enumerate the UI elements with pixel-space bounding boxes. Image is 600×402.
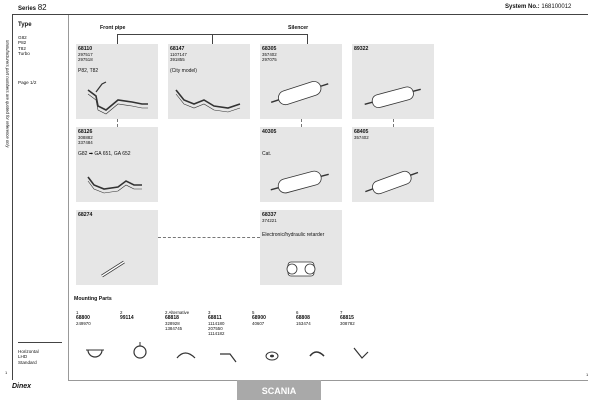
mount-number: 6 (296, 310, 299, 315)
connector (301, 119, 302, 127)
part-ref: 391855 (170, 57, 185, 62)
connector (393, 119, 394, 127)
mount-item-68800[interactable] (76, 310, 116, 380)
mount-item-68818[interactable] (165, 310, 205, 380)
part-ref: 357402 (354, 135, 369, 140)
clamp-icon (130, 342, 170, 362)
system-number-value: 168100012 (541, 4, 572, 10)
mount-number: 2 Alternative (165, 310, 190, 315)
clamp-icon (84, 342, 124, 362)
part-code: 40305 (262, 129, 277, 135)
part-box-68405[interactable] (352, 127, 434, 202)
pipe-drawing-icon (76, 44, 158, 119)
part-ref: 297075 (262, 57, 277, 62)
tailpipe-drawing-icon (76, 210, 158, 285)
column-divider (68, 15, 69, 380)
side-note-text: Manufacturers part numbers are quoted for reference only (5, 40, 10, 148)
part-ref: 308882 (78, 135, 93, 140)
page-left: 1 (5, 370, 8, 375)
dinex-logo: Dinex (12, 383, 32, 390)
mount-ref: 249970 (76, 321, 91, 326)
config-list (18, 349, 39, 365)
mounting-header: Mounting Parts (74, 296, 112, 302)
part-box-68305[interactable] (260, 44, 342, 119)
silencer-drawing-icon (352, 127, 434, 202)
config-item: Horizontal (18, 349, 39, 354)
system-number: System No.: 168100012 (505, 4, 572, 10)
part-note: G82 ➡ GA 651, GA 652 (78, 151, 131, 157)
left-border (12, 15, 13, 380)
part-ref: 357402 (262, 52, 277, 57)
part-code: 68274 (78, 212, 93, 218)
header-connector (307, 34, 308, 44)
mount-item-68900[interactable] (252, 310, 292, 380)
connector (117, 119, 118, 127)
mount-item-99114[interactable] (120, 310, 160, 380)
mount-item-68815[interactable] (340, 310, 380, 380)
part-box-89322[interactable] (352, 44, 434, 119)
config-item: Standard (18, 359, 37, 365)
connector (158, 237, 260, 238)
mount-code: 68800 (76, 315, 90, 321)
header-connector (117, 34, 118, 44)
footer-rule (68, 380, 588, 381)
part-box-68337[interactable] (260, 210, 342, 285)
part-ref: 374221 (262, 218, 277, 223)
part-note: Electronic/hydraulic retarder (262, 232, 325, 238)
mount-number: 7 (340, 310, 343, 315)
mount-item-68811[interactable] (208, 310, 248, 380)
mount-ref: 328928 (165, 321, 180, 326)
type-item: P82 (18, 40, 27, 46)
series-label: Series 82 (18, 3, 47, 12)
retarder-drawing-icon (260, 210, 342, 285)
page-indicator: Page 1/2 (18, 80, 37, 85)
mount-ref: 207550 (208, 326, 223, 331)
page-right: 1 (586, 372, 589, 377)
config-item: LHD (18, 354, 28, 360)
pipe-drawing-icon (168, 44, 250, 119)
part-code: 68337 (262, 212, 277, 218)
config-rule (18, 342, 62, 343)
part-ref: 1107147 (170, 52, 187, 57)
hanger-icon (352, 346, 392, 366)
part-box-68274[interactable] (76, 210, 158, 285)
part-code: 68110 (78, 46, 93, 52)
silencer-drawing-icon (352, 44, 434, 119)
mount-number: 1 (76, 310, 79, 315)
series-value: 82 (37, 3, 47, 12)
mount-ref: 308782 (340, 321, 355, 326)
mount-ref: 1114182 (208, 331, 225, 336)
type-item: T82 (18, 45, 26, 51)
part-code: 68147 (170, 46, 185, 52)
header-connector (212, 34, 213, 44)
catalyst-drawing-icon (260, 127, 342, 202)
mount-ref: 153474 (296, 321, 311, 326)
part-box-68126[interactable] (76, 127, 158, 202)
part-box-68110[interactable] (76, 44, 158, 119)
type-item: Turbo (18, 51, 30, 57)
part-code: 68405 (354, 129, 369, 135)
mount-ref: 1114180 (208, 321, 225, 326)
mount-code: 68811 (208, 315, 222, 321)
scania-logo: SCANIA (237, 380, 321, 400)
part-code: 68305 (262, 46, 277, 52)
part-code: 89322 (354, 46, 369, 52)
mount-item-68808[interactable] (296, 310, 336, 380)
mount-code: 68900 (252, 315, 266, 321)
part-note: Cat. (262, 151, 272, 157)
mount-number: 5 (252, 310, 255, 315)
front-pipe-header: Front pipe (100, 25, 126, 31)
part-ref: 297518 (78, 57, 93, 62)
header-rule (12, 14, 588, 15)
part-ref: 337484 (78, 140, 93, 145)
pipe-drawing-icon (76, 127, 158, 202)
mount-ref: 1384745 (165, 326, 183, 331)
mount-number: 2 (120, 310, 123, 315)
mount-code: 99114 (120, 315, 134, 321)
type-list (18, 35, 30, 57)
type-item: G82 (18, 35, 27, 40)
part-code: 68126 (78, 129, 93, 135)
part-note: (City model) (170, 68, 197, 74)
mount-code: 68808 (296, 315, 310, 321)
part-note: P82, T82 (78, 68, 99, 74)
silencer-header: Silencer (288, 25, 309, 31)
type-label: Type (18, 22, 32, 28)
mount-number: 3 (208, 310, 211, 315)
silencer-drawing-icon (260, 44, 342, 119)
mount-code: 68818 (165, 315, 179, 321)
part-box-40305[interactable] (260, 127, 342, 202)
part-box-68147[interactable] (168, 44, 250, 119)
mount-ref: 40607 (252, 321, 265, 326)
side-note (4, 40, 10, 340)
part-ref: 297517 (78, 52, 93, 57)
mount-code: 68815 (340, 315, 354, 321)
